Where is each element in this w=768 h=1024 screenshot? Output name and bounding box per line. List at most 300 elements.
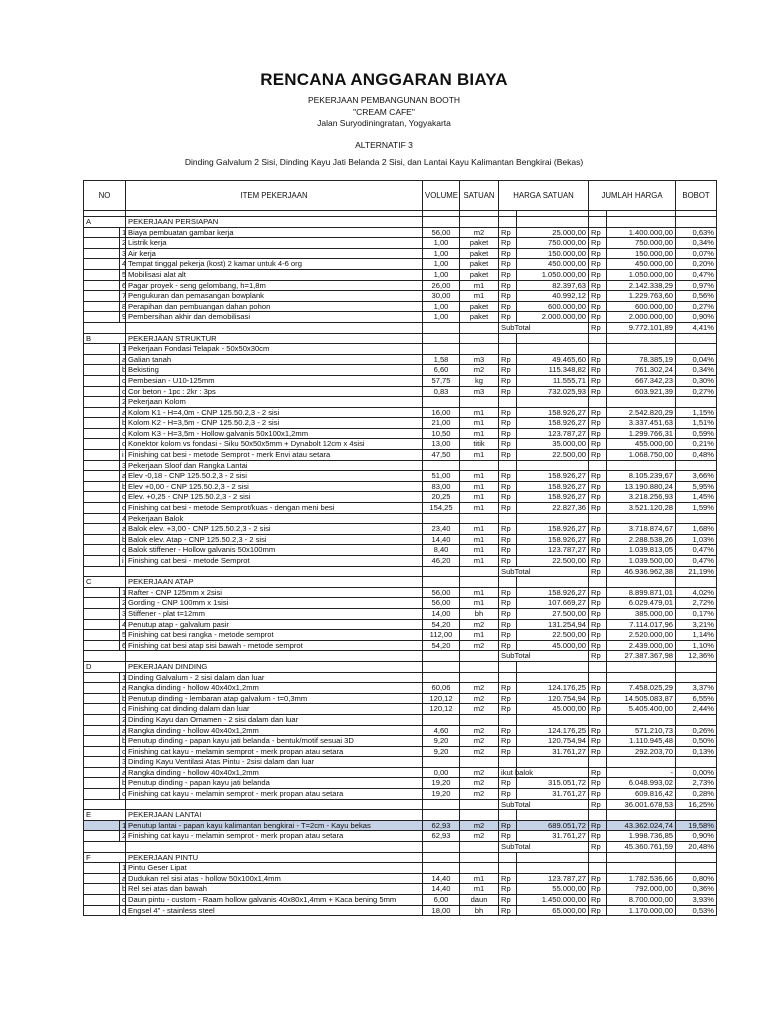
- currency-cell: Rp: [589, 630, 607, 641]
- total-cell: 2.142.338,29: [607, 280, 676, 291]
- section-no-cell: D: [84, 661, 126, 672]
- total-cell: 3.521.120,28: [607, 503, 676, 514]
- item-number-cell: 2: [120, 397, 126, 408]
- total-cell: 13.190.880,24: [607, 481, 676, 492]
- spacer-cell: [84, 736, 120, 747]
- unit-cell: m2: [460, 640, 499, 651]
- total-cell: 1.400.000,00: [607, 227, 676, 238]
- subtotal-weight-cell: 12,36%: [676, 651, 717, 662]
- item-number-cell: 1: [120, 820, 126, 831]
- table-row: [84, 269, 717, 280]
- volume-cell: 1,00: [423, 238, 460, 249]
- volume-cell: 1,00: [423, 259, 460, 270]
- spacer-cell: [84, 757, 120, 768]
- subtotal-row: [84, 842, 717, 853]
- table-body: [84, 211, 717, 916]
- total-cell: 792.000,00: [607, 884, 676, 895]
- spacer-cell: [84, 259, 120, 270]
- spacer-cell: [84, 503, 120, 514]
- unit-cell: paket: [460, 248, 499, 259]
- currency-cell: Rp: [499, 503, 517, 514]
- item-cell: [126, 566, 423, 577]
- unit-price-cell: 40.992,12: [517, 291, 589, 302]
- spacer-cell: [84, 905, 120, 916]
- table-row: [84, 365, 717, 376]
- total-cell: [607, 810, 676, 821]
- currency-cell: [499, 460, 517, 471]
- unit-cell: m3: [460, 386, 499, 397]
- unit-cell: m2: [460, 693, 499, 704]
- unit-price-cell: 158.926,27: [517, 407, 589, 418]
- weight-cell: 0,63%: [676, 227, 717, 238]
- volume-cell: 56,00: [423, 587, 460, 598]
- unit-price-cell: [517, 397, 589, 408]
- unit-price-cell: 1.450.000,00: [517, 895, 589, 906]
- currency-cell: Rp: [499, 789, 517, 800]
- table-row: [84, 587, 717, 598]
- currency-cell: Rp: [499, 492, 517, 503]
- currency-cell: Rp: [589, 587, 607, 598]
- weight-cell: [676, 217, 717, 228]
- volume-cell: 112,00: [423, 630, 460, 641]
- subtotal-label-cell: SubTotal: [499, 799, 589, 810]
- table-row: [84, 778, 717, 789]
- alternative-label: ALTERNATIF 3: [355, 140, 413, 150]
- unit-price-cell: 689.051,72: [517, 820, 589, 831]
- volume-cell: 8,40: [423, 545, 460, 556]
- item-cell: [126, 651, 423, 662]
- item-name-cell: Cor beton - 1pc : 2kr : 3ps: [126, 386, 423, 397]
- spacer-cell: [84, 630, 120, 641]
- currency-cell: Rp: [589, 789, 607, 800]
- volume-cell: 56,00: [423, 598, 460, 609]
- unit-cell: m2: [460, 820, 499, 831]
- total-cell: 571.210,73: [607, 725, 676, 736]
- currency-cell: Rp: [499, 820, 517, 831]
- item-number-cell: a: [120, 524, 126, 535]
- spacer-cell: [84, 397, 120, 408]
- weight-cell: 2,73%: [676, 778, 717, 789]
- item-name-cell: Finishing cat besi - metode Semprot/kuas - dengan meni besi: [126, 503, 423, 514]
- table-row: [84, 492, 717, 503]
- volume-cell: [423, 661, 460, 672]
- volume-cell: 154,25: [423, 503, 460, 514]
- currency-cell: Rp: [589, 566, 607, 577]
- unit-price-cell: [517, 757, 589, 768]
- total-cell: -: [607, 767, 676, 778]
- weight-cell: 0,47%: [676, 269, 717, 280]
- item-name-cell: Gording - CNP 100mm x 1sisi: [126, 598, 423, 609]
- currency-cell: Rp: [499, 450, 517, 461]
- total-cell: [607, 757, 676, 768]
- table-row: [84, 693, 717, 704]
- item-name-cell: Konektor kolom vs fondasi - Siku 50x50x5mm + Dynabolt 12cm x 4sisi: [126, 439, 423, 450]
- currency-cell: Rp: [499, 259, 517, 270]
- spacer-cell: [84, 375, 120, 386]
- item-number-cell: 4: [120, 619, 126, 630]
- item-name-cell: Rafter - CNP 125mm x 2sisi: [126, 587, 423, 598]
- item-number-cell: 6: [120, 640, 126, 651]
- weight-cell: 0,21%: [676, 439, 717, 450]
- currency-cell: Rp: [589, 799, 607, 810]
- item-number-cell: d: [120, 905, 126, 916]
- currency-cell: Rp: [589, 767, 607, 778]
- unit-price-cell: 150.000,00: [517, 248, 589, 259]
- item-name-cell: Pembesian - U10-125mm: [126, 375, 423, 386]
- total-cell: [607, 344, 676, 355]
- currency-cell: Rp: [499, 375, 517, 386]
- total-cell: 1.998.736,85: [607, 831, 676, 842]
- currency-cell: Rp: [499, 439, 517, 450]
- item-number-cell: 3: [120, 608, 126, 619]
- total-cell: 2.439.000,00: [607, 640, 676, 651]
- section-no-cell: C: [84, 577, 126, 588]
- item-name-cell: Tempat tinggal pekerja (kost) 2 kamar untuk 4-6 org: [126, 259, 423, 270]
- weight-cell: 0,04%: [676, 354, 717, 365]
- currency-cell: Rp: [589, 842, 607, 853]
- item-name-cell: Pintu Geser Lipat: [126, 863, 423, 874]
- table-row: [84, 556, 717, 567]
- unit-cell: [460, 863, 499, 874]
- spacer-cell: [84, 439, 120, 450]
- unit-price-cell: 22.500,00: [517, 630, 589, 641]
- item-name-cell: Biaya pembuatan gambar kerja: [126, 227, 423, 238]
- weight-cell: 2,72%: [676, 598, 717, 609]
- volume-cell: 10,50: [423, 428, 460, 439]
- unit-cell: m2: [460, 736, 499, 747]
- unit-cell: titik: [460, 439, 499, 450]
- item-name-cell: Mobilisasi alat alt: [126, 269, 423, 280]
- volume-cell: [423, 863, 460, 874]
- currency-cell: [589, 344, 607, 355]
- total-cell: 43.362.024,74: [607, 820, 676, 831]
- item-number-cell: b: [120, 693, 126, 704]
- weight-cell: [676, 757, 717, 768]
- weight-cell: [676, 672, 717, 683]
- unit-cell: m2: [460, 725, 499, 736]
- weight-cell: 0,07%: [676, 248, 717, 259]
- item-name-cell: Dinding Galvalum - 2 sisi dalam dan luar: [126, 672, 423, 683]
- weight-cell: 0,59%: [676, 428, 717, 439]
- weight-cell: [676, 577, 717, 588]
- currency-cell: Rp: [589, 683, 607, 694]
- col-header-bobot: BOBOT: [676, 181, 717, 211]
- project-address: Jalan Suryodiningratan, Yogyakarta: [317, 118, 451, 128]
- weight-cell: 0,36%: [676, 884, 717, 895]
- item-number-cell: a: [120, 873, 126, 884]
- currency-cell: [499, 863, 517, 874]
- table-row: [84, 301, 717, 312]
- item-name-cell: Perapihan dan pembuangan dahan pohon: [126, 301, 423, 312]
- document-title: RENCANA ANGGARAN BIAYA: [260, 70, 508, 89]
- table-row: [84, 545, 717, 556]
- table-row: [84, 619, 717, 630]
- currency-cell: Rp: [589, 640, 607, 651]
- item-number-cell: 1: [120, 863, 126, 874]
- table-row: [84, 291, 717, 302]
- currency-cell: [589, 714, 607, 725]
- subtotal-label-cell: SubTotal: [499, 566, 589, 577]
- spacer-cell: [84, 450, 120, 461]
- currency-cell: [499, 397, 517, 408]
- weight-cell: [676, 513, 717, 524]
- currency-cell: Rp: [589, 820, 607, 831]
- item-name-cell: Engsel 4" - stainless steel: [126, 905, 423, 916]
- unit-cell: m1: [460, 481, 499, 492]
- subtotal-row: [84, 322, 717, 333]
- currency-cell: Rp: [589, 545, 607, 556]
- item-number-cell: b: [120, 736, 126, 747]
- item-name-cell: Penutup dinding - papan kayu jati belanda: [126, 778, 423, 789]
- currency-cell: Rp: [589, 503, 607, 514]
- item-number-cell: 5: [120, 269, 126, 280]
- currency-cell: Rp: [499, 640, 517, 651]
- currency-cell: [589, 397, 607, 408]
- currency-cell: Rp: [499, 481, 517, 492]
- currency-cell: Rp: [589, 280, 607, 291]
- item-number-cell: 4: [120, 513, 126, 524]
- unit-cell: m1: [460, 587, 499, 598]
- col-header-harga-satuan: HARGA SATUAN: [499, 181, 589, 211]
- item-number-cell: c: [120, 545, 126, 556]
- unit-price-cell: 45.000,00: [517, 640, 589, 651]
- total-cell: 1.782.536,66: [607, 873, 676, 884]
- unit-price-cell: [517, 661, 589, 672]
- unit-price-cell: [517, 672, 589, 683]
- table-row: [84, 386, 717, 397]
- item-name-cell: Pagar proyek - seng gelombang, h=1,8m: [126, 280, 423, 291]
- currency-cell: [499, 714, 517, 725]
- volume-cell: 1,00: [423, 248, 460, 259]
- total-cell: 1.039.500,00: [607, 556, 676, 567]
- item-number-cell: 1: [120, 587, 126, 598]
- volume-cell: 62,93: [423, 820, 460, 831]
- item-number-cell: c: [120, 428, 126, 439]
- unit-price-cell: 65.000,00: [517, 905, 589, 916]
- total-cell: 2.542.820,29: [607, 407, 676, 418]
- currency-cell: [589, 863, 607, 874]
- table-row: [84, 757, 717, 768]
- volume-cell: [423, 651, 460, 662]
- weight-cell: 0,80%: [676, 873, 717, 884]
- volume-cell: [423, 322, 460, 333]
- unit-cell: [460, 577, 499, 588]
- unit-price-cell: [517, 513, 589, 524]
- unit-price-cell: 131.254,94: [517, 619, 589, 630]
- item-name-cell: Finishing cat dinding dalam dan luar: [126, 704, 423, 715]
- item-number-cell: 6: [120, 280, 126, 291]
- currency-cell: Rp: [499, 884, 517, 895]
- volume-cell: 26,00: [423, 280, 460, 291]
- unit-cell: m1: [460, 471, 499, 482]
- currency-cell: Rp: [499, 407, 517, 418]
- weight-cell: [676, 863, 717, 874]
- table-row: [84, 375, 717, 386]
- item-number-cell: i: [120, 556, 126, 567]
- spacer-cell: [84, 492, 120, 503]
- currency-cell: Rp: [499, 534, 517, 545]
- unit-price-cell: 1.050.000,00: [517, 269, 589, 280]
- table-row: [84, 863, 717, 874]
- spacer-cell: [84, 820, 120, 831]
- item-number-cell: 7: [120, 291, 126, 302]
- total-cell: 1.050.000,00: [607, 269, 676, 280]
- table-row: [84, 789, 717, 800]
- total-cell: 1.299.766,31: [607, 428, 676, 439]
- weight-cell: [676, 852, 717, 863]
- item-number-cell: b: [120, 884, 126, 895]
- volume-cell: 54,20: [423, 640, 460, 651]
- unit-cell: [460, 513, 499, 524]
- currency-cell: [589, 661, 607, 672]
- currency-cell: Rp: [589, 534, 607, 545]
- weight-cell: 19,58%: [676, 820, 717, 831]
- table-row: [84, 683, 717, 694]
- total-cell: [607, 333, 676, 344]
- item-number-cell: b: [120, 481, 126, 492]
- currency-cell: Rp: [499, 471, 517, 482]
- weight-cell: [676, 333, 717, 344]
- currency-cell: Rp: [499, 545, 517, 556]
- spacer-cell: [84, 884, 120, 895]
- spacer-cell: [84, 471, 120, 482]
- col-header-satuan: SATUAN: [460, 181, 499, 211]
- volume-cell: 120,12: [423, 704, 460, 715]
- total-cell: [607, 852, 676, 863]
- unit-price-cell: 35.000,00: [517, 439, 589, 450]
- table-row: [84, 736, 717, 747]
- item-name-cell: Penutup lantai - papan kayu kalimantan bengkirai - T=2cm - Kayu bekas: [126, 820, 423, 831]
- table-row: [84, 450, 717, 461]
- item-number-cell: a: [120, 407, 126, 418]
- unit-cell: m2: [460, 789, 499, 800]
- volume-cell: [423, 799, 460, 810]
- weight-cell: 1,68%: [676, 524, 717, 535]
- total-cell: 385.000,00: [607, 608, 676, 619]
- table-row: [84, 598, 717, 609]
- unit-cell: [460, 566, 499, 577]
- currency-cell: Rp: [589, 322, 607, 333]
- item-name-cell: Elev. +0,25 - CNP 125.50.2,3 - 2 sisi: [126, 492, 423, 503]
- table-row: [84, 460, 717, 471]
- item-name-cell: Kolom K1 - H=4,0m - CNP 125.50.2,3 - 2 sisi: [126, 407, 423, 418]
- unit-cell: m1: [460, 630, 499, 641]
- spacer-cell: [84, 407, 120, 418]
- table-row: [84, 820, 717, 831]
- unit-cell: [460, 397, 499, 408]
- volume-cell: [423, 577, 460, 588]
- currency-cell: [499, 852, 517, 863]
- unit-price-cell: [517, 333, 589, 344]
- currency-cell: Rp: [589, 450, 607, 461]
- item-name-cell: Balok elev. Atap - CNP 125.50.2,3 - 2 sisi: [126, 534, 423, 545]
- volume-cell: 1,00: [423, 301, 460, 312]
- unit-cell: [460, 333, 499, 344]
- total-cell: 450.000,00: [607, 259, 676, 270]
- total-cell: 5.405.400,00: [607, 704, 676, 715]
- section-no-cell: E: [84, 810, 126, 821]
- weight-cell: 1,59%: [676, 503, 717, 514]
- weight-cell: 0,30%: [676, 375, 717, 386]
- spacer-cell: [84, 428, 120, 439]
- table-header-row: [84, 181, 717, 211]
- subtotal-row: [84, 566, 717, 577]
- currency-cell: Rp: [589, 905, 607, 916]
- item-name-cell: Kolom K3 - H=3,5m - Hollow galvanis 50x100x1,2mm: [126, 428, 423, 439]
- spacer-cell: [84, 248, 120, 259]
- subtotal-amount-cell: 46.936.962,38: [607, 566, 676, 577]
- unit-cell: m1: [460, 884, 499, 895]
- unit-price-cell: [517, 810, 589, 821]
- col-header-volume: VOLUME: [423, 181, 460, 211]
- table-row: [84, 672, 717, 683]
- currency-cell: Rp: [499, 227, 517, 238]
- item-name-cell: Rangka dinding - hollow 40x40x1,2mm: [126, 725, 423, 736]
- unit-cell: kg: [460, 375, 499, 386]
- total-cell: 2.000.000,00: [607, 312, 676, 323]
- currency-cell: Rp: [589, 407, 607, 418]
- item-number-cell: c: [120, 375, 126, 386]
- volume-cell: 14,00: [423, 608, 460, 619]
- weight-cell: 0,13%: [676, 746, 717, 757]
- unit-price-cell: 22.500,00: [517, 450, 589, 461]
- total-cell: 6.048.993,02: [607, 778, 676, 789]
- volume-cell: 14,40: [423, 534, 460, 545]
- table-row: [84, 524, 717, 535]
- volume-cell: 23,40: [423, 524, 460, 535]
- currency-cell: Rp: [589, 269, 607, 280]
- total-cell: 603.921,39: [607, 386, 676, 397]
- volume-cell: 0,83: [423, 386, 460, 397]
- currency-cell: Rp: [589, 354, 607, 365]
- item-name-cell: Elev +0,00 - CNP 125.50.2,3 - 2 sisi: [126, 481, 423, 492]
- item-number-cell: 4: [120, 259, 126, 270]
- weight-cell: 1,45%: [676, 492, 717, 503]
- spacer-cell: [84, 365, 120, 376]
- currency-cell: Rp: [499, 365, 517, 376]
- item-name-cell: Bekisting: [126, 365, 423, 376]
- weight-cell: 6,55%: [676, 693, 717, 704]
- volume-cell: 19,20: [423, 789, 460, 800]
- table-row: [84, 503, 717, 514]
- item-number-cell: b: [120, 365, 126, 376]
- item-name-cell: Penutup atap - galvalum pasir: [126, 619, 423, 630]
- volume-cell: [423, 397, 460, 408]
- item-number-cell: 2: [120, 238, 126, 249]
- unit-price-cell: 750.000,00: [517, 238, 589, 249]
- item-number-cell: b: [120, 534, 126, 545]
- section-title-cell: PEKERJAAN ATAP: [126, 577, 423, 588]
- total-cell: 3.337.451,63: [607, 418, 676, 429]
- item-name-cell: Rangka dinding - hollow 40x40x1,2mm: [126, 767, 423, 778]
- table-row: [84, 439, 717, 450]
- currency-cell: Rp: [589, 248, 607, 259]
- total-cell: 14.505.083,87: [607, 693, 676, 704]
- unit-price-cell: [517, 217, 589, 228]
- currency-cell: Rp: [589, 312, 607, 323]
- volume-cell: 6,00: [423, 895, 460, 906]
- item-number-cell: d: [120, 439, 126, 450]
- total-cell: [607, 672, 676, 683]
- table-row: [84, 312, 717, 323]
- unit-price-cell: 124.176,25: [517, 683, 589, 694]
- currency-cell: Rp: [589, 598, 607, 609]
- total-cell: 1.068.750,00: [607, 450, 676, 461]
- subtotal-label-cell: SubTotal: [499, 842, 589, 853]
- currency-cell: Rp: [499, 778, 517, 789]
- volume-cell: 0,00: [423, 767, 460, 778]
- table-row: [84, 344, 717, 355]
